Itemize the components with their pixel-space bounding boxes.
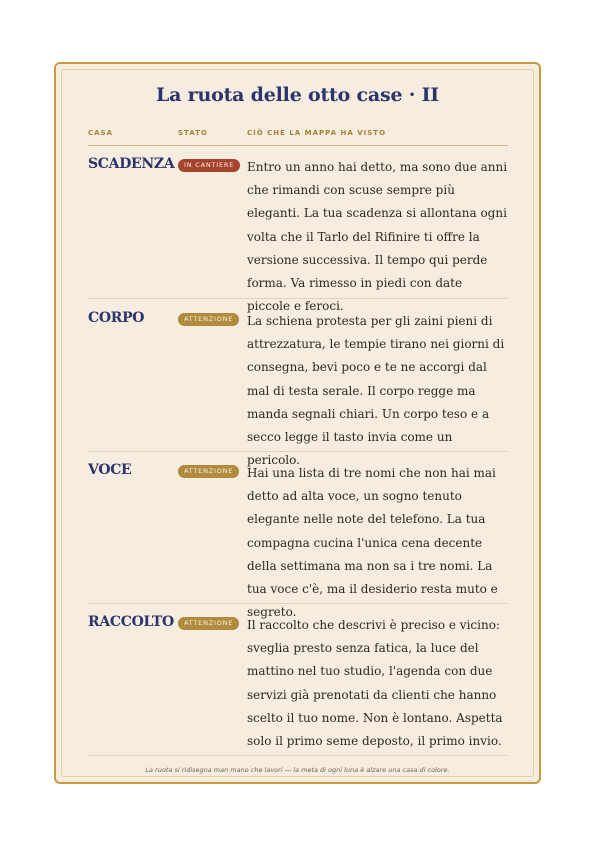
row-divider — [88, 603, 508, 604]
row-description: Hai una lista di tre nomi che non hai mai detto ad alta voce, un sogno tenuto elegante nelle note del telefono. La tua compagna cucina l'unica cena decente della settimana ma non sa i tre nomi. La tua voce c'è, ma il desiderio resta muto e segreto. — [247, 466, 498, 620]
header-divider — [88, 145, 508, 146]
casa-label: VOCE — [88, 462, 132, 478]
page-title: La ruota delle otto case · II — [156, 84, 439, 106]
casa-label: SCADENZA — [88, 156, 175, 172]
header-stato: STATO — [178, 129, 208, 137]
row-description: Il raccolto che descrivi è preciso e vicino: sveglia presto senza fatica, la luce del mattino nel tuo studio, l'agenda con due servizi già prenotati da clienti che hanno scelto il tuo nome. Non è lontano. Aspetta solo il primo seme deposto, il primo invio. — [247, 618, 503, 749]
casa-label: RACCOLTO — [88, 614, 174, 630]
footer-note: La ruota si ridisegna man mano che lavori — la meta di ogni luna è alzare una casa di colore. — [145, 766, 450, 774]
row-divider — [88, 755, 508, 756]
row-divider — [88, 298, 508, 299]
status-badge: IN CANTIERE — [178, 159, 240, 172]
header-mappa: CIÒ CHE LA MAPPA HA VISTO — [247, 129, 387, 137]
status-badge: ATTENZIONE — [178, 313, 239, 326]
row-divider — [88, 451, 508, 452]
casa-label: CORPO — [88, 310, 145, 326]
header-casa: CASA — [88, 129, 114, 137]
row-description: Entro un anno hai detto, ma sono due anni che rimandi con scuse sempre più eleganti. La tua scadenza si allontana ogni volta che il Tarlo del Rifinire ti offre la versione successiva. Il tempo qui perde forma. Va rimesso in piedi con date piccole e feroci. — [247, 160, 508, 314]
row-description: La schiena protesta per gli zaini pieni di attrezzatura, le tempie tirano nei giorni di consegna, bevi poco e te ne accorgi dal mal di testa serale. Il corpo regge ma manda segnali chiari. Un corpo teso e a secco legge il tasto invia come un pericolo. — [247, 314, 505, 468]
status-badge: ATTENZIONE — [178, 465, 239, 478]
status-badge: ATTENZIONE — [178, 617, 239, 630]
